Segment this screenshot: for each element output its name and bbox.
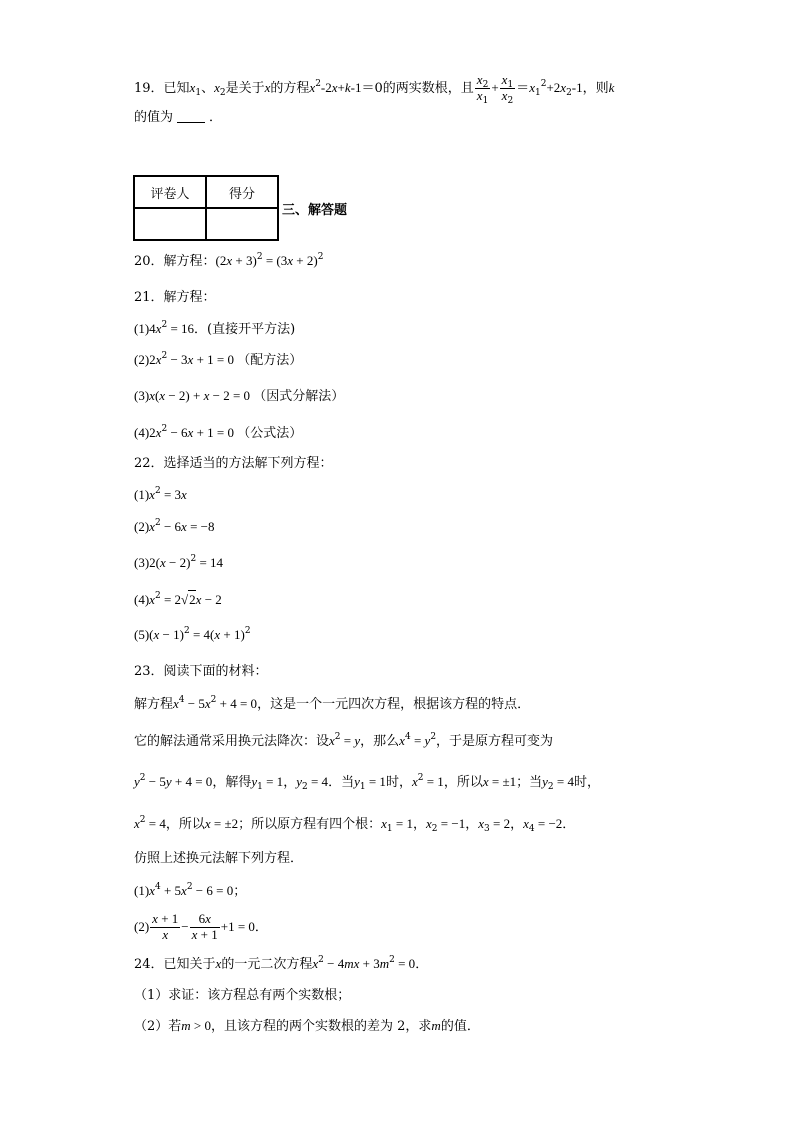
fraction: $\frac{x_1}{x_2}$ xyxy=(501,72,514,106)
q23-label: 23．阅读下面的材料： xyxy=(134,664,268,679)
q24-line3: （2）若m > 0，且该方程的两个实数根的差为 2，求m的值． xyxy=(134,1018,480,1034)
q23-line4: $x^2 = 4$，所以x = ±2；所以原方程有四个根：$x_1 = 1$，$x_2 = -1$，$x_3 = 2$，$x_4 = -2$． xyxy=(134,815,576,834)
q23-line2: 它的解法通常采用换元法降次：设$x^2 = y$，那么$x^4 = y^2$，于是原方程可变为 xyxy=(134,732,554,749)
q21-part3: (3)x(x − 2) + x − 2 = 0 （因式分解法） xyxy=(134,388,345,404)
fraction: $\frac{x_2}{x_1}$ xyxy=(476,72,489,106)
q23-part2: (2) $\frac{x + 1}{x}$ − $\frac{6x}{x + 1}$ +1 = 0． xyxy=(134,911,268,942)
q23-part1: $(1)x^4 + 5x^2 - 6 = 0$； xyxy=(134,882,247,898)
reviewer-cell xyxy=(134,208,206,240)
score-header: 得分 xyxy=(206,176,278,208)
q19-line2: 的值为 ． xyxy=(134,110,223,125)
q23-line1: 解方程$x^4 - 5x^2 + 4 = 0$，这是一个一元四次方程，根据该方程的特点． xyxy=(134,695,531,712)
q22-part5: $(5)(x - 1)^2 = 4(x + 1)^2$ xyxy=(134,626,251,642)
q21-part4: $(4)2x^2 - 6x + 1 = 0$ （公式法） xyxy=(134,424,303,441)
q23-line3: $y^2 - 5y + 4 = 0$，解得$y_1 = 1$，$y_2 = 4$．当$y_1 = 1$时，$x^2 = 1$，所以x = ±1；当$y_2 = 4$时， xyxy=(134,773,600,792)
q22-part2: $(2)x^2 - 6x = -8$ xyxy=(134,518,215,534)
fraction: $\frac{6x}{x + 1}$ xyxy=(191,911,218,942)
q21-part1: $(1)4x^2 = 16$．(直接开平方法) xyxy=(134,320,296,337)
q22-part3: $(3)2(x - 2)^2 = 14$ xyxy=(134,554,224,570)
q22-part1: $(1)x^2 = 3x$ xyxy=(134,486,187,502)
q22-label: 22．选择适当的方法解下列方程： xyxy=(134,456,333,471)
q22-part4: $(4)x^2 = 2√2x - 2$ xyxy=(134,591,222,607)
q24-line2: （1）求证：该方程总有两个实数根； xyxy=(134,988,351,1003)
section-title: 三、解答题 xyxy=(282,203,348,218)
q24-line1: 24．已知关于x的一元二次方程$x^2 - 4mx + 3m^2 = 0$． xyxy=(134,955,429,972)
score-table xyxy=(133,175,279,241)
reviewer-header: 评卷人 xyxy=(134,176,206,208)
answer-blank xyxy=(177,122,205,123)
score-cell xyxy=(206,208,278,240)
q21-label: 21．解方程： xyxy=(134,290,216,305)
q19-line1: 19．已知$x_1$、$x_2$是关于x的方程$x^2-2x+k-1=0$的两实数根，且 $\frac{x_2}{x_1}$ + $\frac{x_1}{x_2}$ $=x_1^2+2x_2-1$，则k xyxy=(134,72,615,106)
q20: 20．解方程：$(2x + 3)^2 = (3x + 2)^2$ xyxy=(134,252,324,269)
q23-line5: 仿照上述换元法解下列方程． xyxy=(134,851,304,866)
fraction: $\frac{x + 1}{x}$ xyxy=(152,911,179,942)
q21-part2: $(2)2x^2 - 3x + 1 = 0$ （配方法） xyxy=(134,351,303,368)
